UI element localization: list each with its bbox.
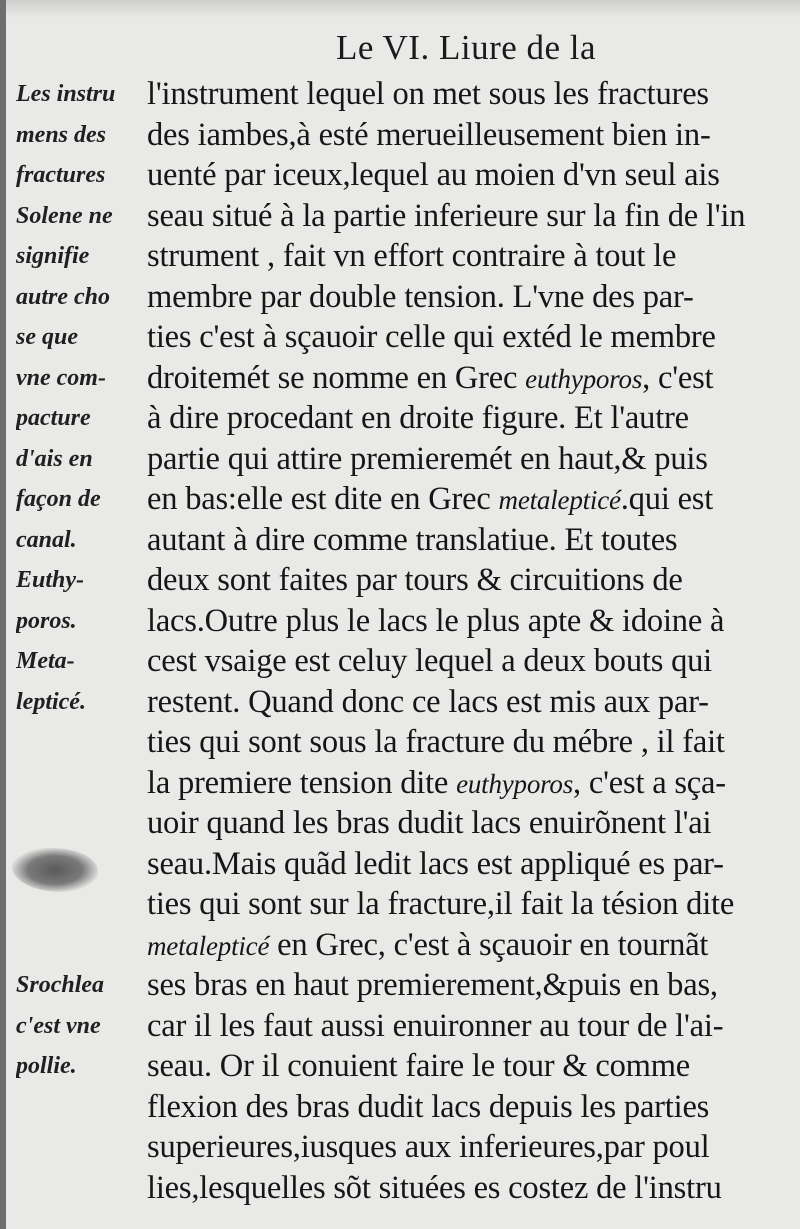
margin-note-line: mens des bbox=[16, 121, 106, 148]
body-line: ses bras en haut premierement,&puis en bas, bbox=[147, 967, 718, 1003]
body-line: restent. Quand donc ce lacs est mis aux par- bbox=[147, 683, 709, 720]
margin-note-line: signifie bbox=[16, 243, 90, 269]
margin-note-line: pacture bbox=[16, 405, 91, 431]
greek-term: metalepticé bbox=[147, 930, 270, 961]
body-line: seau.Mais quãd ledit lacs est appliqué es par- bbox=[147, 845, 724, 882]
body-line: des iambes,à esté merueilleusement bien in- bbox=[147, 116, 711, 153]
body-line: superieures,iusques aux inferieures,par poul bbox=[147, 1129, 710, 1165]
margin-note-line: Euthy- bbox=[16, 567, 85, 593]
body-line: flexion des bras dudit lacs depuis les parties bbox=[147, 1088, 710, 1125]
body-line: deux sont faites par tours & circuitions de bbox=[147, 562, 683, 598]
body-line: à dire procedant en droite figure. Et l'autre bbox=[147, 400, 689, 436]
ink-blot bbox=[12, 848, 98, 892]
body-text bbox=[147, 74, 779, 1208]
margin-note-line: d'ais en bbox=[16, 445, 93, 472]
book-page bbox=[6, 0, 800, 1229]
body-line: en bas:elle est dite en Grec metalepticé.qui est bbox=[147, 481, 714, 517]
greek-term: euthyporos bbox=[456, 768, 574, 799]
body-line: cest vsaige est celuy lequel a deux bouts qui bbox=[147, 643, 713, 679]
body-line: ties qui sont sur la fracture,il fait la tésion dite bbox=[147, 886, 735, 922]
margin-note-line: fractures bbox=[16, 162, 106, 188]
body-line: droitemét se nomme en Grec euthyporos, c'est bbox=[147, 359, 714, 396]
body-line: car il les faut aussi enuironner au tour de l'ai- bbox=[147, 1007, 724, 1044]
greek-term: euthyporos bbox=[525, 363, 643, 394]
body-line: l'instrument lequel on met sous les fractures bbox=[147, 76, 709, 112]
margin-note-line: c'est vne bbox=[16, 1012, 101, 1039]
body-line: membre par double tension. L'vne des par- bbox=[147, 278, 694, 315]
running-title: Le VI. Liure de la bbox=[336, 28, 597, 67]
margin-note-line: Meta- bbox=[16, 648, 75, 674]
body-line: seau. Or il conuient faire le tour & comme bbox=[147, 1048, 691, 1084]
body-line: lacs.Outre plus le lacs le plus apte & idoine à bbox=[147, 602, 725, 639]
margin-note-trochlea bbox=[16, 965, 144, 1087]
body-line: strument , fait vn effort contraire à tout le bbox=[147, 238, 677, 274]
margin-note-line: Les instru bbox=[16, 81, 116, 107]
margin-note-line: pollie. bbox=[16, 1053, 77, 1079]
body-line: ties c'est à sçauoir celle qui extéd le membre bbox=[147, 319, 716, 355]
greek-term: metalepticé bbox=[498, 485, 621, 515]
margin-note-line: autre cho bbox=[16, 283, 111, 310]
body-line: lies,lesquelles sõt situées es costez de l'instru bbox=[147, 1169, 722, 1206]
body-line: uoir quand les bras dudit lacs enuirõnent l'ai bbox=[147, 805, 712, 841]
body-line: partie qui attire premieremét en haut,& puis bbox=[147, 440, 708, 477]
page-top-shadow bbox=[6, 0, 800, 18]
margin-note-line: poros. bbox=[16, 607, 77, 634]
margin-note-instruments bbox=[16, 74, 144, 722]
margin-note-line: façon de bbox=[16, 486, 101, 512]
body-line: autant à dire comme translatiue. Et toutes bbox=[147, 521, 678, 558]
margin-note-line: Solene ne bbox=[16, 202, 113, 229]
margin-note-line: lepticé. bbox=[16, 688, 86, 715]
body-line: la premiere tension dite euthyporos, c'est a sça- bbox=[147, 764, 726, 801]
margin-note-line: se que bbox=[16, 324, 78, 350]
body-line: uenté par iceux,lequel au moien d'vn seul ais bbox=[147, 157, 720, 193]
margin-note-line: canal. bbox=[16, 526, 77, 553]
body-line: metalepticé en Grec, c'est à sçauoir en tournãt bbox=[147, 926, 709, 963]
body-line: seau situé à la partie inferieure sur la fin de l'in bbox=[147, 197, 746, 234]
margin-note-line: vne com- bbox=[16, 364, 106, 391]
body-line: ties qui sont sous la fracture du mébre , il fait bbox=[147, 724, 725, 760]
margin-note-line: Srochlea bbox=[16, 972, 105, 998]
